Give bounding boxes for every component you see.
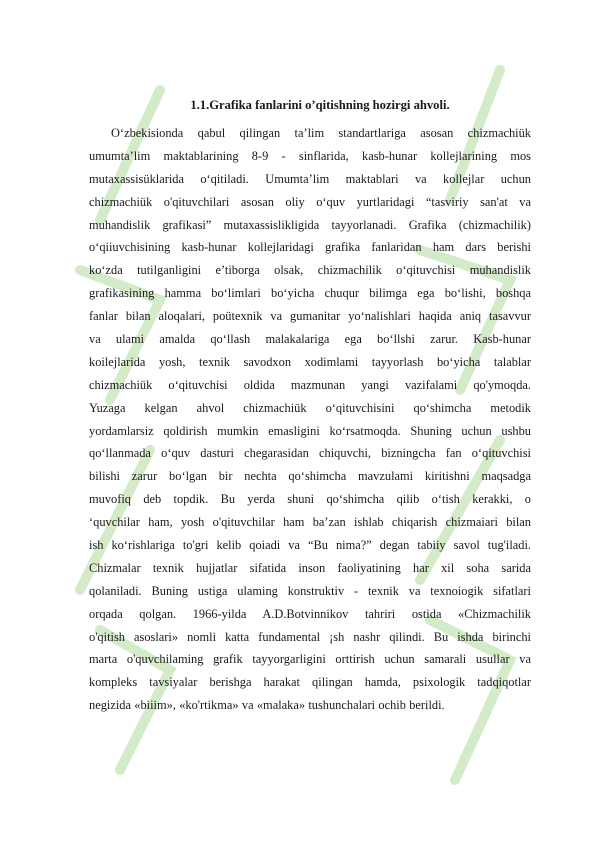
text-line: bilishi zarur bo‘lgan bir nechta qo‘shimcha mavzulami kiritishni maqsadga	[89, 469, 531, 484]
text-line: o‘qiiuvchisining kasb-hunar kollejlaridagi grafika fanlaridan ham dars berishi	[89, 240, 531, 255]
text-line: chizmachiük o'qituvchilari asosan oliy o‘quv yurtlaridagi “tasviriy san'at va	[89, 194, 531, 209]
text-line: ko‘zda tutilganligini e’tiborga olsak, chizmachilik o‘qituvchisi muhandislik	[89, 263, 531, 278]
text-line: koilejlarida yosh, texnik savodxon xodimlami tayyorlash bo‘yicha talablar	[89, 354, 531, 369]
text-line: O‘zbekisionda qabul qilingan ta’lim standartlariga asosan chizmachiük	[111, 126, 531, 140]
text-line: Chizmalar texnik hujjatlar sifatida inson faoliyatining har xil soha sarida	[89, 560, 531, 575]
text-line: marta o'quvchilaming grafik tayyorgarligini orttirish uchun samarali usullar va	[89, 652, 531, 667]
text-line: o'qitish asoslari» nomli katta fundamental ¡sh nashr qilindi. Bu ishda birinchi	[89, 629, 531, 644]
text-line: yordamlarsiz qoldirish mumkin emasligini ko‘rsatmoqda. Shuning uchun ushbu	[89, 423, 531, 438]
text-line: muvofiq deb topdik. Bu yerda shuni qo‘shimcha qilib o‘tish kerakki, o	[89, 492, 531, 507]
text-line: qo‘llanmada o‘quv dasturi chegarasidan chiquvchi, bizningcha fan o‘qituvchisi	[89, 446, 531, 461]
text-line: grafikasining hamma bo‘limlari bo‘yicha chuqur bilimga ega bo‘lishi, boshqa	[89, 286, 531, 301]
text-line: orqada qolgan. 1966-yilda A.D.Botvinnikov tahriri ostida «Chizmachilik	[89, 606, 531, 621]
text-line: umumta’lim maktablarining 8-9 - sinflarida, kasb-hunar kollejlarining mos	[89, 148, 531, 163]
text-line: Yuzaga kelgan ahvol chizmachiük o‘qituvchisini qo‘shimcha metodik	[89, 400, 531, 415]
text-line: mutaxassisüklarida o‘qitiladi. Umumta’lim maktablari va kollejlar uchun	[89, 171, 531, 186]
text-line: negizida «biiim», «ko'rtikma» va «malaka» tushunchalari ochib berildi.	[89, 698, 445, 713]
text-line: muhandislik grafikasi” mutaxassislikligida tayyorlanadi. Grafika (chizmachilik)	[89, 217, 531, 232]
document-content	[89, 96, 531, 717]
text-line: chizmachiük o‘qituvchisi oldida mazmunan yangi vazifalami qo'ymoqda.	[89, 377, 531, 392]
text-line: ‘quvchilar ham, yosh o'qituvchilar ham ba’zan ishlab chiqarish chizmaiari bilan	[89, 515, 531, 530]
text-line: va ulami amalda qo‘llash malakalariga ega bo‘llshi zarur. Kasb-hunar	[89, 332, 531, 347]
text-line: qolaniladi. Buning ustiga ulaming konstruktiv - texnik va texnoiogik sifatlari	[89, 583, 531, 598]
section-title: 1.1.Grafika fanlarini o’qitishning hozirgi ahvoli.	[190, 98, 450, 112]
text-line: fanlar bilan aloqalari, poütexnik va gumanitar yo‘nalishlari haqida aniq tasavvur	[89, 309, 531, 324]
text-line: kompleks tavsiyalar berishga harakat qilingan hamda, psixologik tadqiqotlar	[89, 675, 531, 690]
body-paragraph	[89, 122, 531, 717]
text-line: ish ko‘rishlariga to'gri kelib qoiadi va “Bu nima?” degan tabiiy savol tug'iladi.	[89, 538, 531, 553]
